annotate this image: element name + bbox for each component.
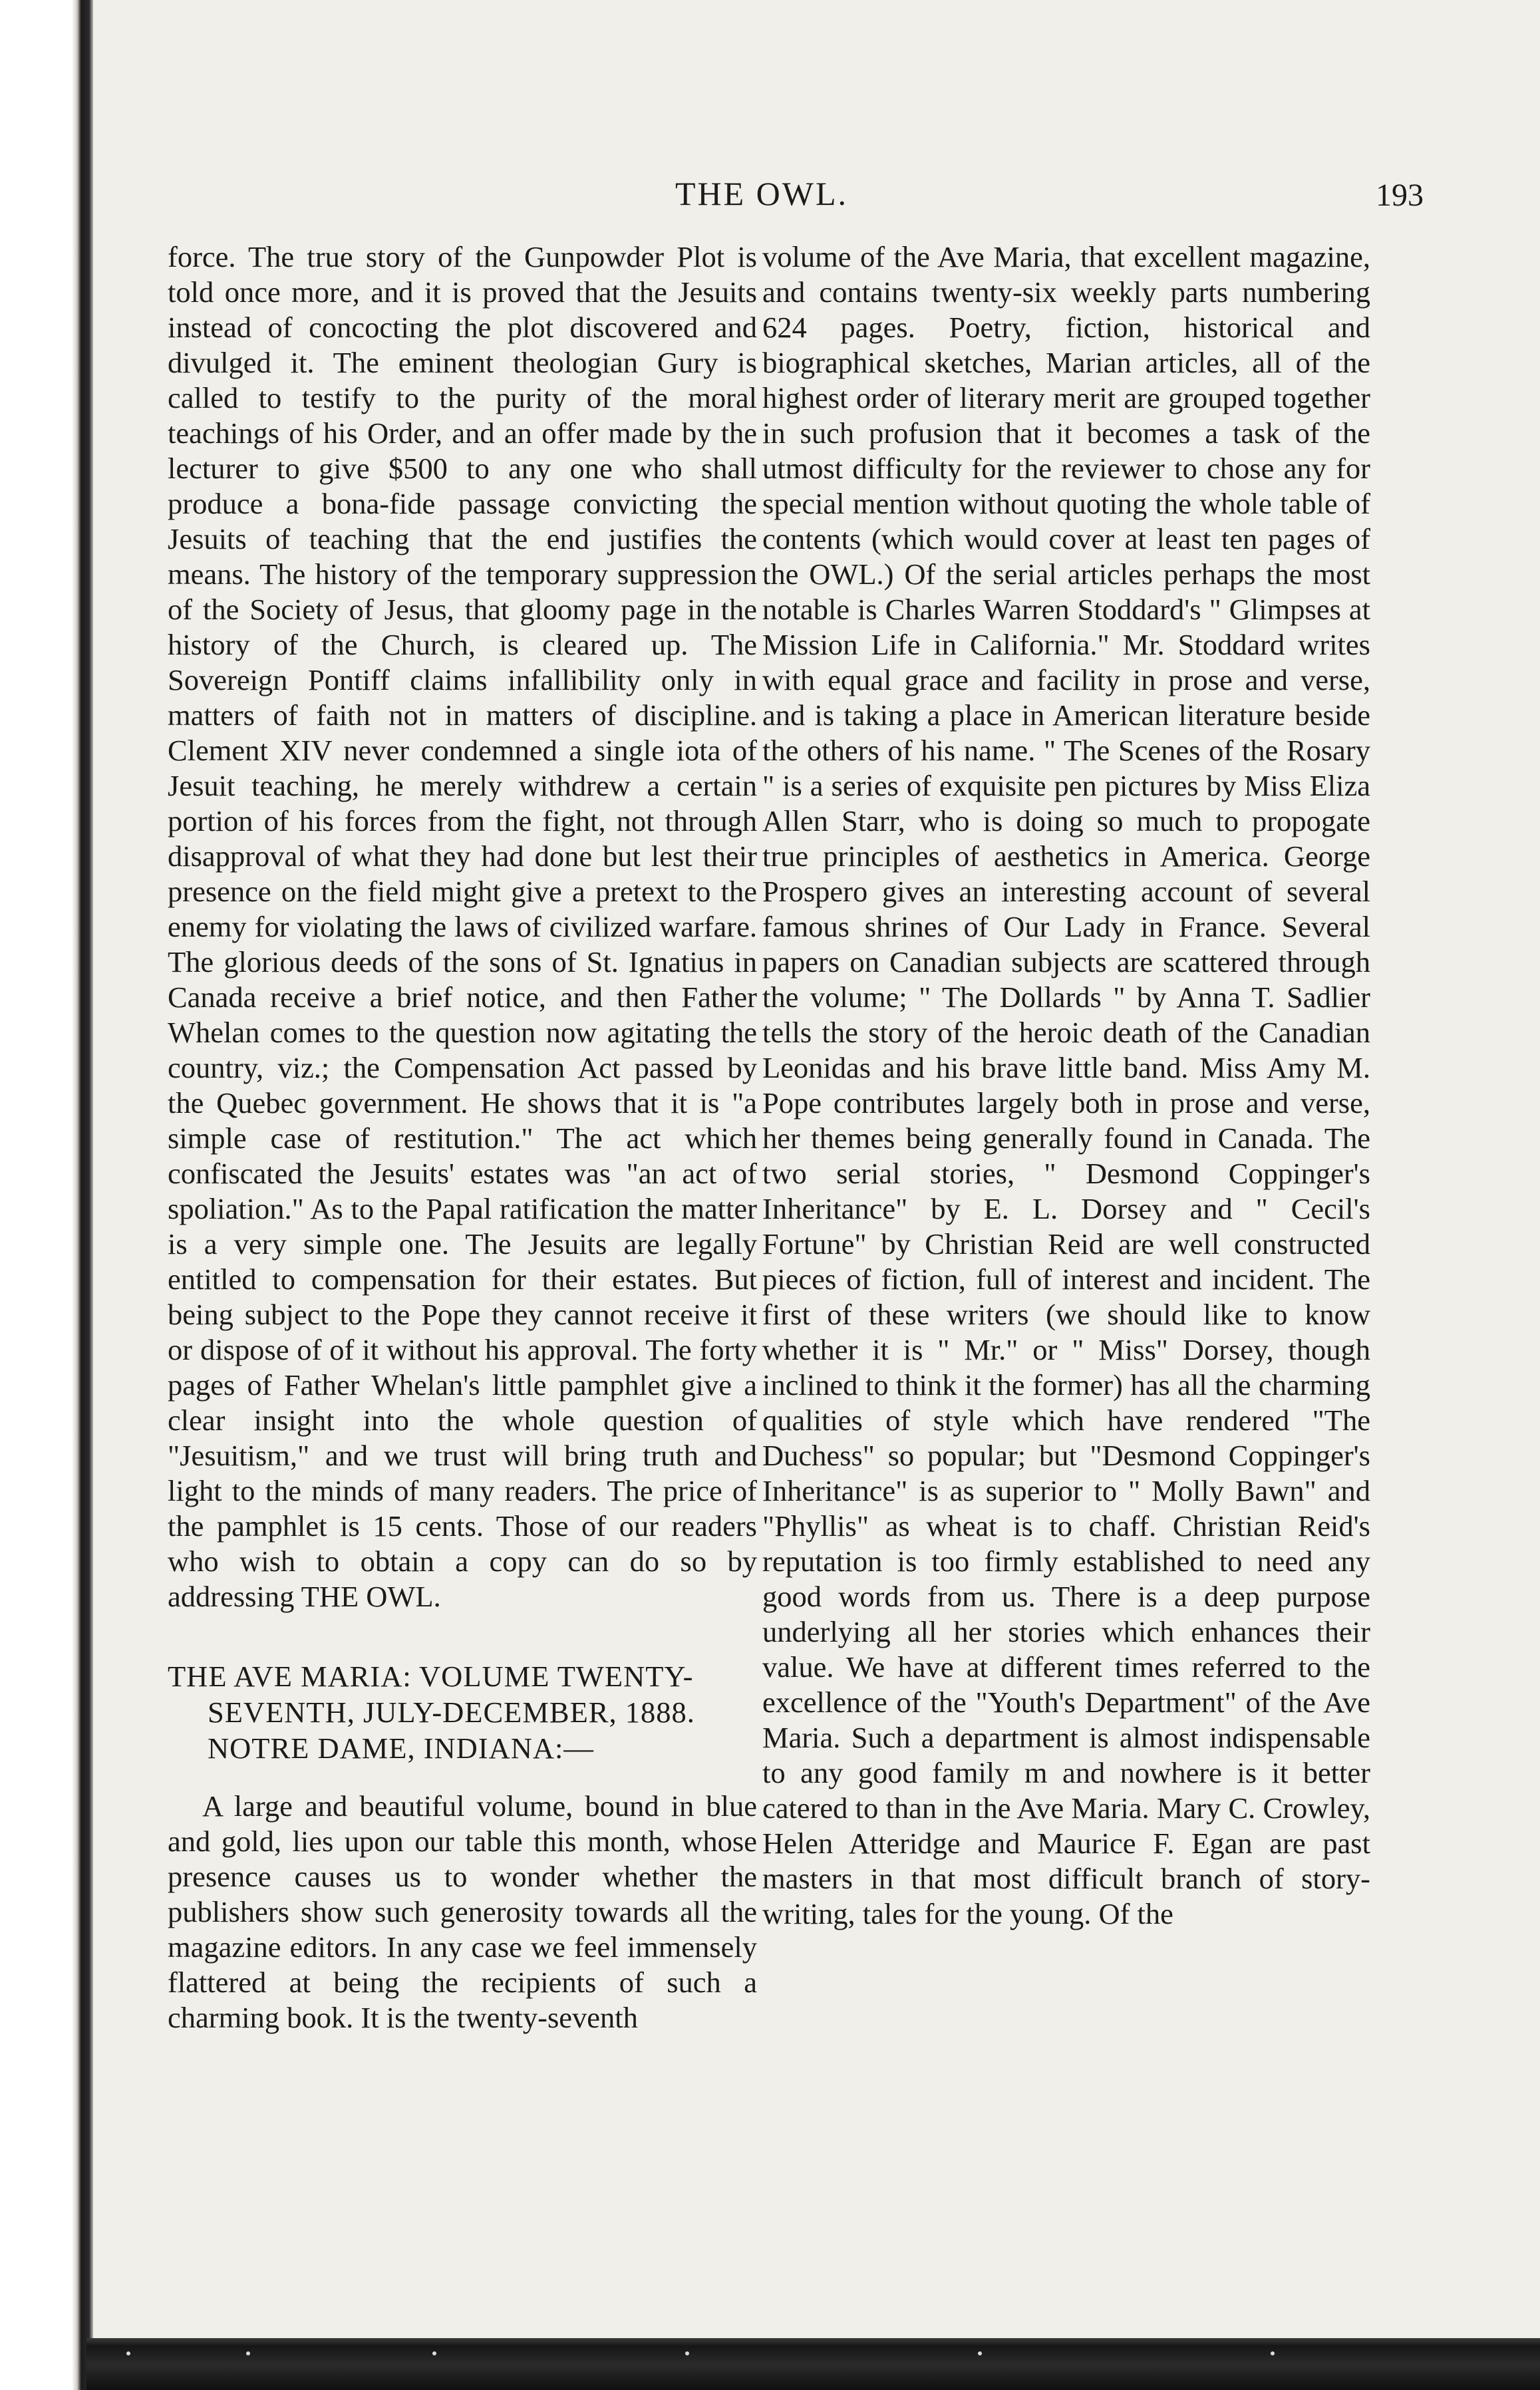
review-heading: THE AVE MARIA: VOLUME TWENTY-SEVENTH, JULY-DECEMBER, 1888. NOTRE DAME, INDIANA:— xyxy=(168,1660,695,1765)
right-column xyxy=(762,239,1370,1932)
right-paragraph-1: volume of the Ave Maria, that excellent magazine, and contains twenty-six weekly parts numbering 624 pages. Poetry, fiction, historical and biographical sketches, Marian articles, all of the highest order of literary merit are grouped together in such profusion that it becomes a task of the utmost difficulty for the reviewer to chose any for special mention without quoting the whole table of contents (which would cover at least ten pages of the OWL.) Of the serial articles perhaps the most notable is Charles Warren Stoddard's " Glimpses at Mission Life in California." Mr. Stoddard writes with equal grace and facility in prose and verse, and is taking a place in American literature beside the others of his name. " The Scenes of the Rosary " is a series of exquisite pen pictures by Miss Eliza Allen Starr, who is doing so much to propogate true principles of aesthetics in America. George Prospero gives an interesting account of several famous shrines of Our Lady in France. Several papers on Canadian subjects are scattered through the volume; " The Dollards " by Anna T. Sadlier tells the story of the heroic death of the Canadian Leonidas and his brave little band. Miss Amy M. Pope contributes largely both in prose and verse, her themes being generally found in Canada. The two serial stories, " Desmond Coppinger's Inheritance" by E. L. Dorsey and " Cecil's Fortune" by Christian Reid are well constructed pieces of fiction, full of interest and incident. The first of these writers (we should like to know whether it is " Mr." or " Miss" Dorsey, though inclined to think it the former) has all the charming qualities of style which have rendered "The Duchess" so popular; but "Desmond Coppinger's Inheritance" is as superior to " Molly Bawn" and "Phyllis" as wheat is to chaff. Christian Reid's reputation is too firmly established to need any good words from us. There is a deep purpose underlying all her stories which enhances their value. We have at different times referred to the excellence of the "Youth's Department" of the Ave Maria. Such a department is almost indispensable to any good family m and nowhere is it better catered to than in the Ave Maria. Mary C. Crowley, Helen Atteridge and Maurice F. Egan are past masters in that most difficult branch of story-writing, tales for the young. Of the xyxy=(762,240,1370,1930)
left-paragraph-2: A large and beautiful volume, bound in blue and gold, lies upon our table this month, whose presence causes us to wonder whether the publishers show such generosity towards all the magazine editors. In any case we feel immensely flattered at being the recipients of such a charming book. It is the twenty-seventh xyxy=(168,1789,757,2034)
journal-title: THE OWL. xyxy=(675,175,849,212)
left-paragraph-1: force. The true story of the Gunpowder Plot is told once more, and it is proved that the Jesuits instead of concocting the plot discovered and divulged it. The eminent theologian Gury is called to testify to the purity of the moral teachings of his Order, and an offer made by the lecturer to give $500 to any one who shall produce a bona-fide passage convicting the Jesuits of teaching that the end justifies the means. The history of the temporary suppression of the Society of Jesus, that gloomy page in the history of the Church, is cleared up. The Sovereign Pontiff claims infallibility only in matters of faith not in matters of discipline. Clement XIV never condemned a single iota of Jesuit teaching, he merely withdrew a certain portion of his forces from the fight, not through disapproval of what they had done but lest their presence on the field might give a pretext to the enemy for violating the laws of civilized warfare. The glorious deeds of the sons of St. Ignatius in Canada receive a brief notice, and then Father Whelan comes to the question now agitating the country, viz.; the Compensation Act passed by the Quebec government. He shows that it is "a simple case of restitution." The act which confiscated the Jesuits' estates was "an act of spoliation." As to the Papal ratification the matter is a very simple one. The Jesuits are legally entitled to compensation for their estates. But being subject to the Pope they cannot receive it or dispose of of it without his approval. The forty pages of Father Whelan's little pamphlet give a clear insight into the whole question of "Jesuitism," and we trust will bring truth and light to the minds of many readers. The price of the pamphlet is 15 cents. Those of our readers who wish to obtain a copy can do so by addressing THE OWL. xyxy=(168,240,757,1613)
binding-edge xyxy=(0,0,93,2390)
left-column xyxy=(168,239,757,2035)
page-number: 193 xyxy=(1376,178,1424,213)
scan-bottom-edge xyxy=(86,2338,1540,2390)
running-header xyxy=(100,174,1424,221)
